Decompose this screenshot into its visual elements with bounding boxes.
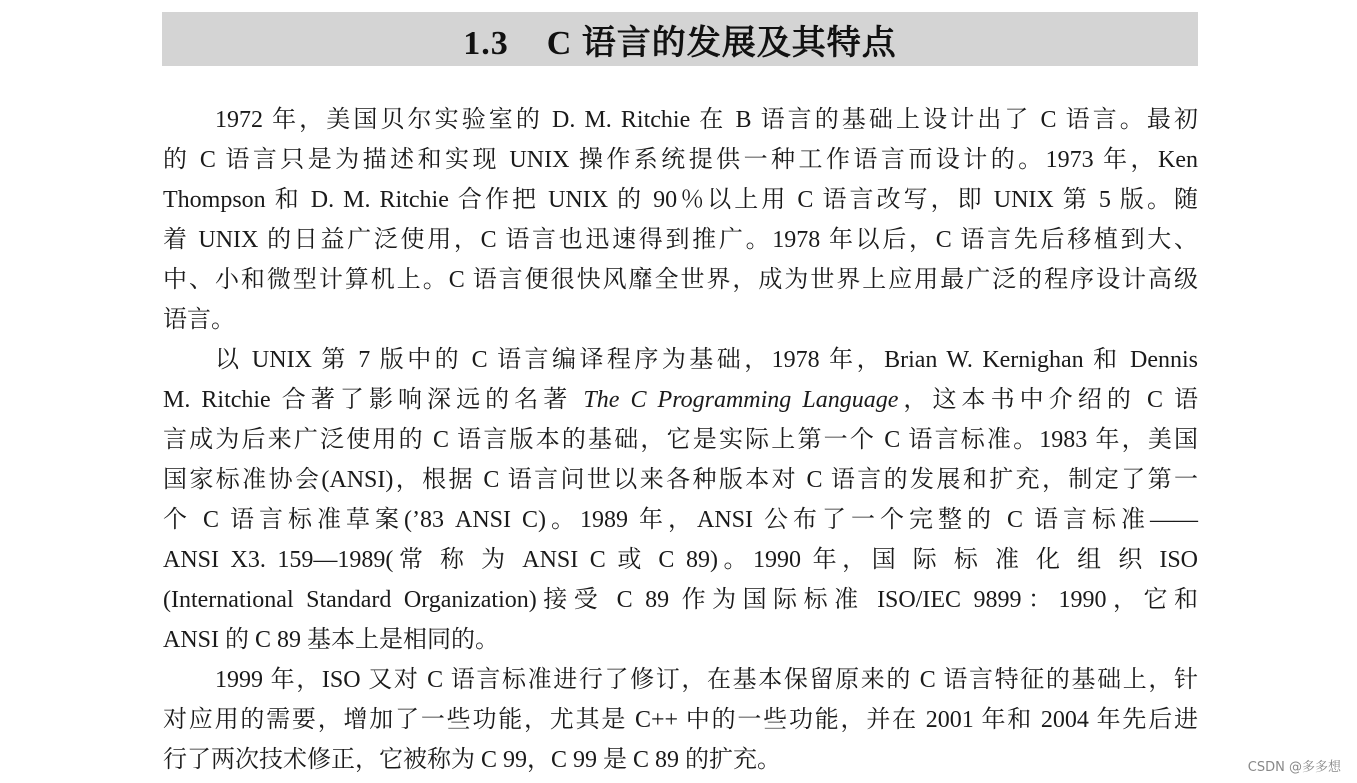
text-line: (International Standard Organization)接受 C 89 作为国际标准 ISO/IEC 9899：1990，它和 <box>163 587 1198 613</box>
section-number: 1.3 <box>463 24 509 62</box>
paragraph-1 <box>163 100 1198 340</box>
text-line: 1972 年，美国贝尔实验室的 D. M. Ritchie 在 B 语言的基础上设计出了 C 语言。最初 <box>215 107 1198 133</box>
section-title-text: C 语言的发展及其特点 <box>546 24 897 62</box>
text-line: 着 UNIX 的日益广泛使用，C 语言也迅速得到推广。1978 年以后，C 语言先后移植到大、 <box>163 227 1198 253</box>
text-line: 对应用的需要，增加了一些功能，尤其是 C++ 中的一些功能，并在 2001 年和 2004 年先后进 <box>163 707 1198 733</box>
watermark: CSDN @多多想 <box>1247 760 1341 775</box>
text-line: 以 UNIX 第 7 版中的 C 语言编译程序为基础，1978 年，Brian W. Kernighan 和 Dennis <box>215 347 1198 373</box>
paragraph-3 <box>163 660 1198 780</box>
text-line: 言成为后来广泛使用的 C 语言版本的基础，它是实际上第一个 C 语言标准。1983 年，美国 <box>163 427 1198 453</box>
section-header <box>162 12 1198 66</box>
text-line: 中、小和微型计算机上。C 语言便很快风靡全世界，成为世界上应用最广泛的程序设计高级 <box>163 267 1198 293</box>
text-line: 个 C 语言标准草案(’83 ANSI C)。1989 年，ANSI 公布了一个完整的 C 语言标准—— <box>163 507 1198 533</box>
text-segment: ，这本书中介绍的 C 语 <box>898 387 1199 413</box>
text-line: 语言。 <box>163 307 235 333</box>
text-line: ANSI X3. 159—1989(常 称 为 ANSI C 或 C 89)。1990 年，国 际 标 准 化 组 织 ISO <box>163 547 1198 573</box>
text-line: ANSI 的 C 89 基本上是相同的。 <box>163 627 500 653</box>
text-line: 行了两次技术修正，它被称为 C 99，C 99 是 C 89 的扩充。 <box>163 747 782 773</box>
text-line <box>163 380 1198 420</box>
text-segment: M. Ritchie 合著了影响深远的名著 <box>163 387 584 413</box>
text-line: 1999 年，ISO 又对 C 语言标准进行了修订，在基本保留原来的 C 语言特征的基础上，针 <box>215 667 1198 693</box>
section-title <box>463 15 897 64</box>
paragraph-2 <box>163 340 1198 660</box>
book-title: The C Programming Language <box>583 387 899 413</box>
text-line: 的 C 语言只是为描述和实现 UNIX 操作系统提供一种工作语言而设计的。1973 年，Ken <box>163 147 1198 173</box>
text-line: Thompson 和 D. M. Ritchie 合作把 UNIX 的 90％以上用 C 语言改写，即 UNIX 第 5 版。随 <box>163 187 1198 213</box>
text-line: 国家标准协会(ANSI)，根据 C 语言问世以来各种版本对 C 语言的发展和扩充，制定了第一 <box>163 467 1198 493</box>
document-body <box>163 100 1198 780</box>
